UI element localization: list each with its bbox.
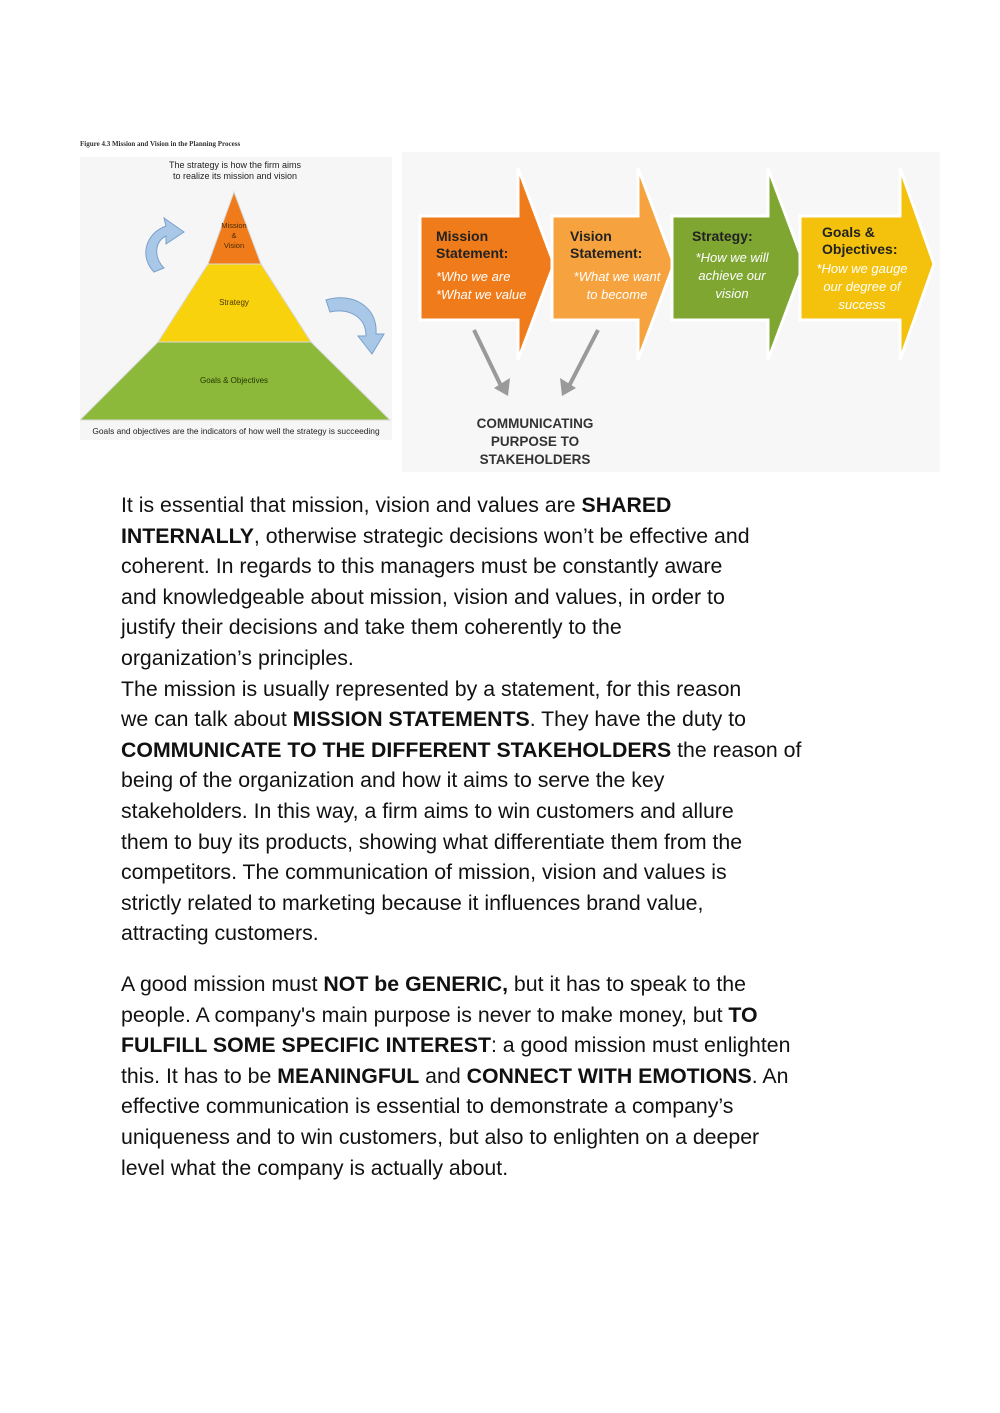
pyramid-label-mission-1: Mission [221,221,247,230]
bold-run: SHARED INTERNALLY [121,493,672,548]
bold-run: TO FULFILL SOME SPECIFIC INTEREST [121,1002,758,1058]
bold-run: NOT be GENERIC, [323,972,509,996]
pyramid-diagram [80,140,392,440]
arrow-vision-text [562,228,672,304]
paragraph-2-text [121,969,881,1183]
figure-caption: Figure 4.3 Mission and Vision in the Planning Process [80,140,241,148]
paragraph-mission-shared [121,490,881,949]
arrow-mission-title: Mission Statement: [436,228,509,261]
bold-run: COMMUNICATE TO THE DIFFERENT STAKEHOLDERS [121,737,672,762]
arrow-goals-text [806,224,918,314]
curved-arrow-left-icon [146,218,184,272]
arrow-vision-title: Vision Statement: [570,228,643,261]
text-run: the reason of being of the organization and how it aims to serve the key stakeholders. In this way, a firm aims to win customers and allure them to buy its products, showing what differentiate them from the competitors. The communication of mission, vision and values is strictly related to marketing because it influences brand value, attracting customers. [121,737,802,946]
pyramid-top-note: The strategy is how the firm aims to realize its mission and vision [168,160,302,181]
arrow-mission-text [436,228,546,304]
bold-run: MISSION STATEMENTS [292,707,530,732]
text-run: and [419,1063,467,1088]
pyramid-label-strategy: Strategy [219,298,249,307]
text-run: . An effective communication is essential to demonstrate a company’s uniqueness and to win customers, but also to enlighten on a deeper level what the company is actually about. [121,1063,789,1180]
pyramid-bottom-note: Goals and objectives are the indicators of how well the strategy is succeeding [92,426,380,436]
arrow-mission-sub: *Who we are *What we value [436,269,527,302]
pyramid-label-mission-3: Vision [223,241,245,250]
arrow-strategy-title: Strategy: [692,228,753,244]
down-arrow-left-icon [474,330,502,388]
pyramid-label-mission-2: & [231,231,237,240]
arrow-strategy-sub: *How we will achieve our vision [695,250,769,301]
paragraph-good-mission [121,969,881,1183]
arrow-goals-sub: *How we gauge our degree of success [816,261,908,312]
curved-arrow-right-icon [326,298,384,354]
text-run: , otherwise strategic decisions won’t be effective and coherent. In regards to this managers must be constantly aware and knowledgeable about mission, vision and values, in order to justify their decisions and take them coherently to the organization’s principles. The mission is usually represented by a statement, for this reason we can talk about [121,523,750,732]
down-arrow-right-icon [568,330,598,388]
pyramid-label-goals: Goals & Objectives [199,376,269,385]
arrows-figure [402,152,940,472]
bold-run: MEANINGFUL [277,1063,420,1088]
text-run: A good mission must [121,972,324,996]
text-run: : a good mission must enlighten this. It has to be [121,1033,791,1088]
communicating-purpose-label: COMMUNICATING PURPOSE TO STAKEHOLDERS [476,416,594,467]
text-run: . They have the duty to [529,707,746,732]
text-run: It is essential that mission, vision and values are [121,493,582,517]
arrow-strategy-text [680,228,784,303]
paragraph-1-text [121,490,881,949]
bold-run: CONNECT WITH EMOTIONS [466,1063,752,1088]
arrow-vision-sub: *What we want to become [573,269,661,302]
pyramid-figure [80,140,392,440]
text-run: but it has to speak to the people. A company's main purpose is never to make money, but [121,972,746,1027]
arrow-goals-title: Goals & Objectives: [822,224,898,257]
